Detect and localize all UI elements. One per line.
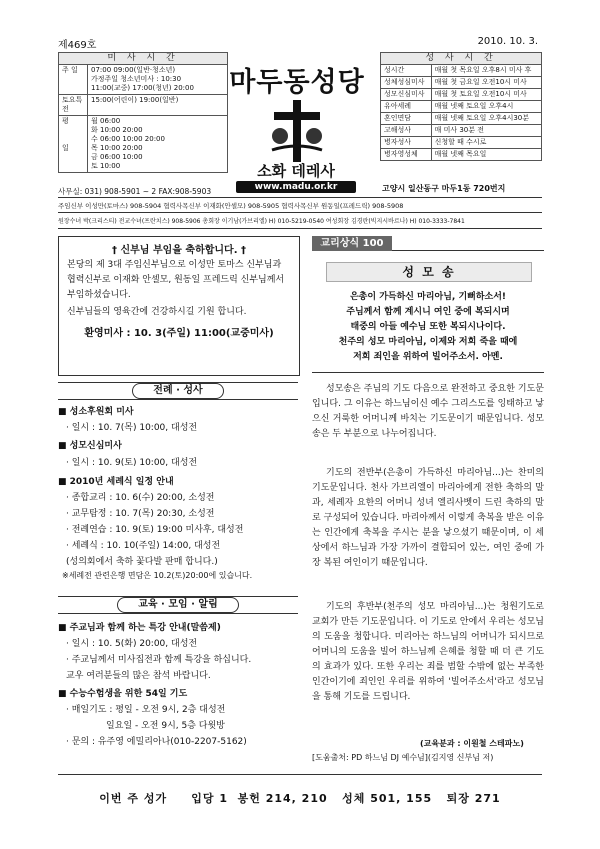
celebration-box — [58, 236, 300, 376]
mass-row-label: 주 일 — [59, 65, 88, 95]
doctrine-tag: 교리상식 100 — [312, 236, 392, 251]
doctrine-paragraph: 기도의 후반부(천주의 성모 마리아님...)는 청원기도로 교회가 만든 기도문입니다. 이 기도로 안에서 우리는 성모님의 도움을 청합니다. 미리아는 하느님의 어머니가 되시므로 어머니의 도움을 빌어 하느님께 은혜를 청할 때 더 큰 기도의 효과가 있다. 또한 우리는 죄를 범할 수밖에 없는 부족한 인간이기에 죄인인 우리를 위하여 '빌어주소서'라고 성모님을 통해 기도를 드립니다. — [312, 602, 544, 702]
education-item: · 문의 : 유주영 에밀리아나(010-2207-5162) — [66, 737, 247, 747]
liturgy-item: (성의회에서 축하 꽃다발 판매 합니다.) — [66, 557, 218, 567]
doctrine-source: [도움출처: PD 하느님 DJ 예수님](김지영 신부님 저) — [312, 753, 494, 762]
doctrine-paragraph: 성모송은 주님의 기도 다음으로 완전하고 중요한 기도문입니다. 그 이유는 하느님이신 예수 그리스도를 잉태하고 낳으신 거룩한 어머니께 바치는 기도문이기 때문입니다. 성모송은 두 부분으로 나누어집니다. — [312, 384, 544, 439]
sacrament-label: 성체성심미사 — [381, 77, 432, 89]
education-item: · 주교님께서 미사집전과 함께 특강을 하십니다. — [66, 655, 252, 665]
divider — [312, 372, 544, 373]
hail-mary-prayer: 은총이 가득하신 마리아님, 기뻐하소서! 주님께서 함께 계시니 여인 중에 복되시며 태중의 아들 예수님 또한 복되시나이다. 천주의 성모 마리아님, 이제와 저희 죽을 때에 저희 죄인을 위하여 빌어주소서. 아멘. — [338, 292, 518, 362]
liturgy-item: ■ 성소후원회 미사 — [58, 407, 134, 417]
header-top — [58, 36, 538, 51]
sacrament-label: 병자영성체 — [381, 149, 432, 161]
liturgy-item: · 세례식 : 10. 10(주일) 14:00, 대성전 — [66, 541, 221, 551]
liturgy-item: · 종합교리 : 10. 6(수) 20:00, 소성전 — [66, 493, 215, 503]
education-item: 일요일 - 오전 9시, 5층 다윗방 — [66, 721, 225, 731]
liturgy-item: · 일시 : 10. 7(목) 10:00, 대성전 — [66, 423, 198, 433]
issue-number: 제469호 — [58, 40, 97, 51]
sacrament-text: 매월 첫 토요일 오전10시 미사 — [431, 89, 541, 101]
mass-row-label: 토요특전 — [59, 95, 88, 116]
mass-row-text: 월 06:00 화 10:00 20:00 수 06:00 10:00 20:00 목 10:00 20:00 금 06:00 10:00 토 10:00 — [88, 116, 228, 173]
sacrament-text: 신청할 때 수시로 — [431, 137, 541, 149]
liturgy-item: ※세례전 관련은행 면담은 10.2(토)20:00에 있습니다. — [62, 571, 253, 580]
sacrament-label: 병자성사 — [381, 137, 432, 149]
doctrine-credit: (교육분과 : 이원철 스테파노) — [420, 739, 524, 748]
education-item: · 일시 : 10. 5(화) 20:00, 대성전 — [66, 639, 198, 649]
hymn-footer: 이번 주 성가 입당 1 봉헌 214, 210 성체 501, 155 퇴장 271 — [99, 792, 501, 805]
liturgy-item: ■ 성모신심미사 — [58, 441, 122, 451]
contact-line: 사무실: 031) 908-5901 ~ 2 FAX:908-5903 — [58, 187, 212, 196]
mass-schedule-table — [58, 52, 228, 173]
mass-row-text: 07:00 09:00(일반·청소년) 가정주일 청소년미사 : 10:30 11:00(교중) 17:00(청년) 20:00 — [88, 65, 228, 95]
contact-line: 주임신부 이성만(토마스) 908-5904 협력사목신부 이재화(안셀모) 908-5905 협력사목신부 원동일(프레드릭) 908-5908 — [58, 202, 404, 210]
sacrament-text: 매월 첫 금요일 오전10시 미사 — [431, 77, 541, 89]
celebration-title: † 신부님 부임을 축하합니다. † — [112, 245, 246, 256]
cross-rose-icon — [262, 98, 332, 168]
mass-schedule-title: 미 사 시 간 — [59, 53, 228, 65]
sacrament-text: 매월 넷째 목요일 — [431, 149, 541, 161]
liturgy-item: · 교무탐정 : 10. 7(목) 20:30, 소성전 — [66, 509, 215, 519]
mass-row-text: 15:00(어린이) 19:00(일반) — [88, 95, 228, 116]
liturgy-item: ■ 2010년 세례식 일정 안내 — [58, 477, 174, 487]
contact-line: 원장수녀 박(크리스티) 전교수녀(프란치스) 908-5906 총회장 이기남(가브리엘) H) 010-5219-0540 여성회장 김경란(빅지시바르나) H) 010-3333-7841 — [58, 218, 465, 225]
divider — [392, 250, 544, 251]
education-item: 교우 여러분들의 많은 참석 바랍니다. — [66, 671, 211, 681]
education-heading: 교육 · 모임 · 알림 — [58, 596, 298, 614]
celebration-paragraph: 본당의 제 3대 주임신부님으로 이성만 토마스 신부님과 협력신부로 이재화 안셀모, 원동일 프레드릭 신부님께서 부임하셨습니다. — [67, 260, 285, 300]
divider — [58, 228, 542, 229]
education-item: ■ 수능수험생을 위한 54일 기도 — [58, 689, 188, 699]
sacrament-label: 혼인면담 — [381, 113, 432, 125]
divider — [58, 212, 542, 213]
sacrament-text: 매월 넷째 토요일 오후4시30분 — [431, 113, 541, 125]
parish-address: 고양시 일산동구 마두1동 720번지 — [382, 184, 506, 193]
liturgy-heading: 전례 · 성사 — [58, 382, 298, 400]
celebration-paragraph: 신부님들의 영육간에 건강하시길 기원 합니다. — [67, 307, 247, 317]
sacrament-text: 매월 넷째 토요일 오후4시 — [431, 101, 541, 113]
doctrine-paragraph: 기도의 전반부(은총이 가득하신 마리아님...)는 찬미의 기도문입니다. 천사 가브리엘이 마리아에게 전한 축하의 말과, 세례자 요한의 어머니 성녀 엘리사벳이 드린 축하의 말로 구성되어 있습니다. 마리아께서 이렇게 축복을 받은 이유는 인간에게 축복을 주시는 분을 낳으셨기 때문이며, 이 세상에서 하느님과 가장 가까이 결합되어 있는, 여인 중에 가장 복된 여인이기 때문입니다. — [312, 468, 544, 568]
education-item: · 매일기도 : 평일 - 오전 9시, 2층 대성전 — [66, 705, 226, 715]
education-item: ■ 주교님과 함께 하는 특강 안내(말씀제) — [58, 623, 221, 633]
sacrament-text: 매월 첫 목요일 오후8시 미사 후 — [431, 65, 541, 77]
issue-date: 2010. 10. 3. — [477, 36, 538, 47]
website-link[interactable]: www.madu.or.kr — [236, 181, 356, 193]
liturgy-item: · 일시 : 10. 9(토) 10:00, 대성전 — [66, 458, 198, 468]
song-title: 성 모 송 — [326, 262, 532, 282]
sacrament-label: 성모신심미사 — [381, 89, 432, 101]
sacrament-label: 성시간 — [381, 65, 432, 77]
parish-title: 마두동성당 — [229, 67, 365, 98]
sacrament-text: 매 미사 30분 전 — [431, 125, 541, 137]
mass-row-label: 평 일 — [59, 116, 88, 173]
sacrament-schedule-title: 성 사 시 간 — [381, 53, 542, 65]
liturgy-item: · 전례연습 : 10. 9(토) 19:00 미사후, 대성전 — [66, 525, 244, 535]
divider — [58, 197, 542, 198]
patron-saint: 소화 데레사 — [257, 162, 335, 180]
sacrament-label: 유아세례 — [381, 101, 432, 113]
sacrament-schedule-table — [380, 52, 542, 161]
welcome-mass: 환영미사 : 10. 3(주일) 11:00(교중미사) — [84, 328, 274, 339]
sacrament-label: 고해성사 — [381, 125, 432, 137]
